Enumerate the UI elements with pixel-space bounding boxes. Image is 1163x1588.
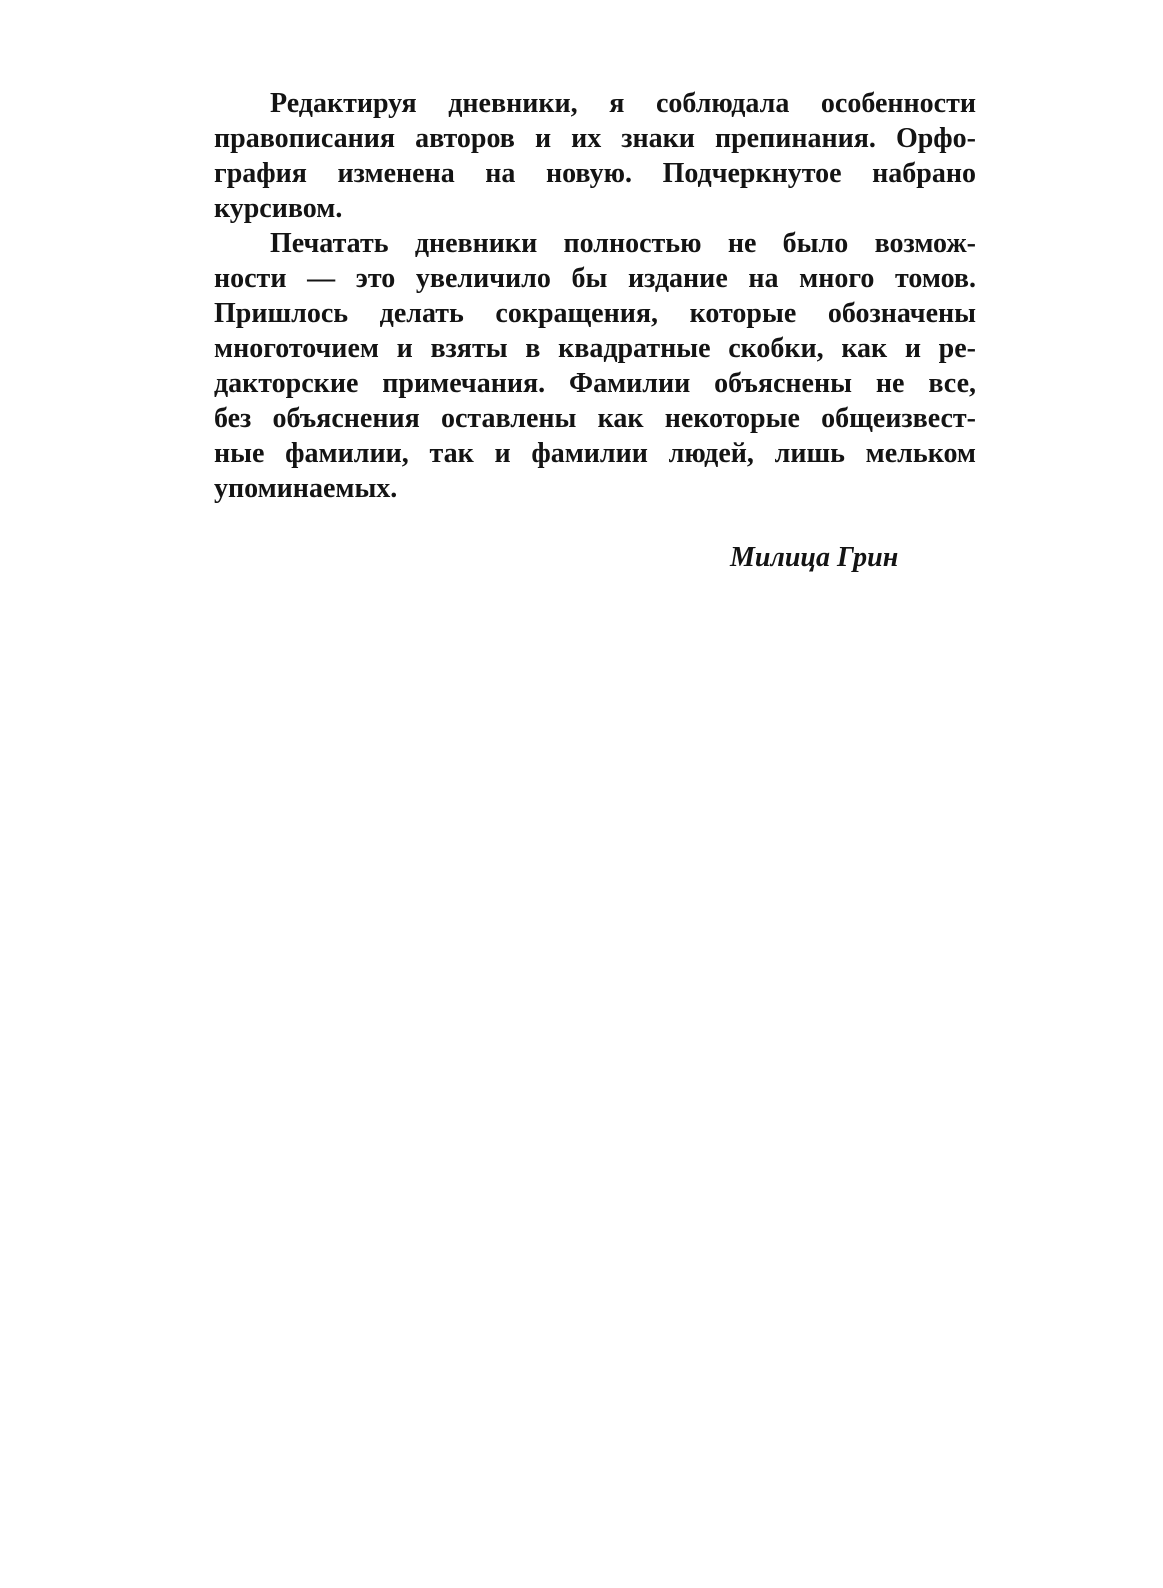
text-line: курсивом.	[214, 193, 343, 224]
text-line: без объяснения оставлены как некоторые общеизвест-	[214, 403, 976, 434]
text-line: ности — это увеличило бы издание на много томов.	[214, 263, 976, 294]
text-line: упоминаемых.	[214, 473, 398, 504]
text-line: многоточием и взяты в квадратные скобки, как и ре-	[214, 333, 976, 364]
body-text	[214, 86, 976, 506]
paragraph-editing-notes	[214, 86, 976, 226]
text-line: графия изменена на новую. Подчеркнутое набрано	[214, 158, 976, 189]
text-line: Пришлось делать сокращения, которые обозначены	[214, 298, 976, 329]
text-line: дакторские примечания. Фамилии объяснены не все,	[214, 368, 976, 399]
paragraph-abridgement-notes	[214, 226, 976, 506]
text-line: Редактируя дневники, я соблюдала особенности	[270, 88, 976, 119]
text-line: ные фамилии, так и фамилии людей, лишь мельком	[214, 438, 976, 469]
author-signature: Милица Грин	[730, 542, 899, 573]
text-line: правописания авторов и их знаки препинания. Орфо-	[214, 123, 976, 154]
text-line: Печатать дневники полностью не было возмож-	[270, 228, 976, 259]
